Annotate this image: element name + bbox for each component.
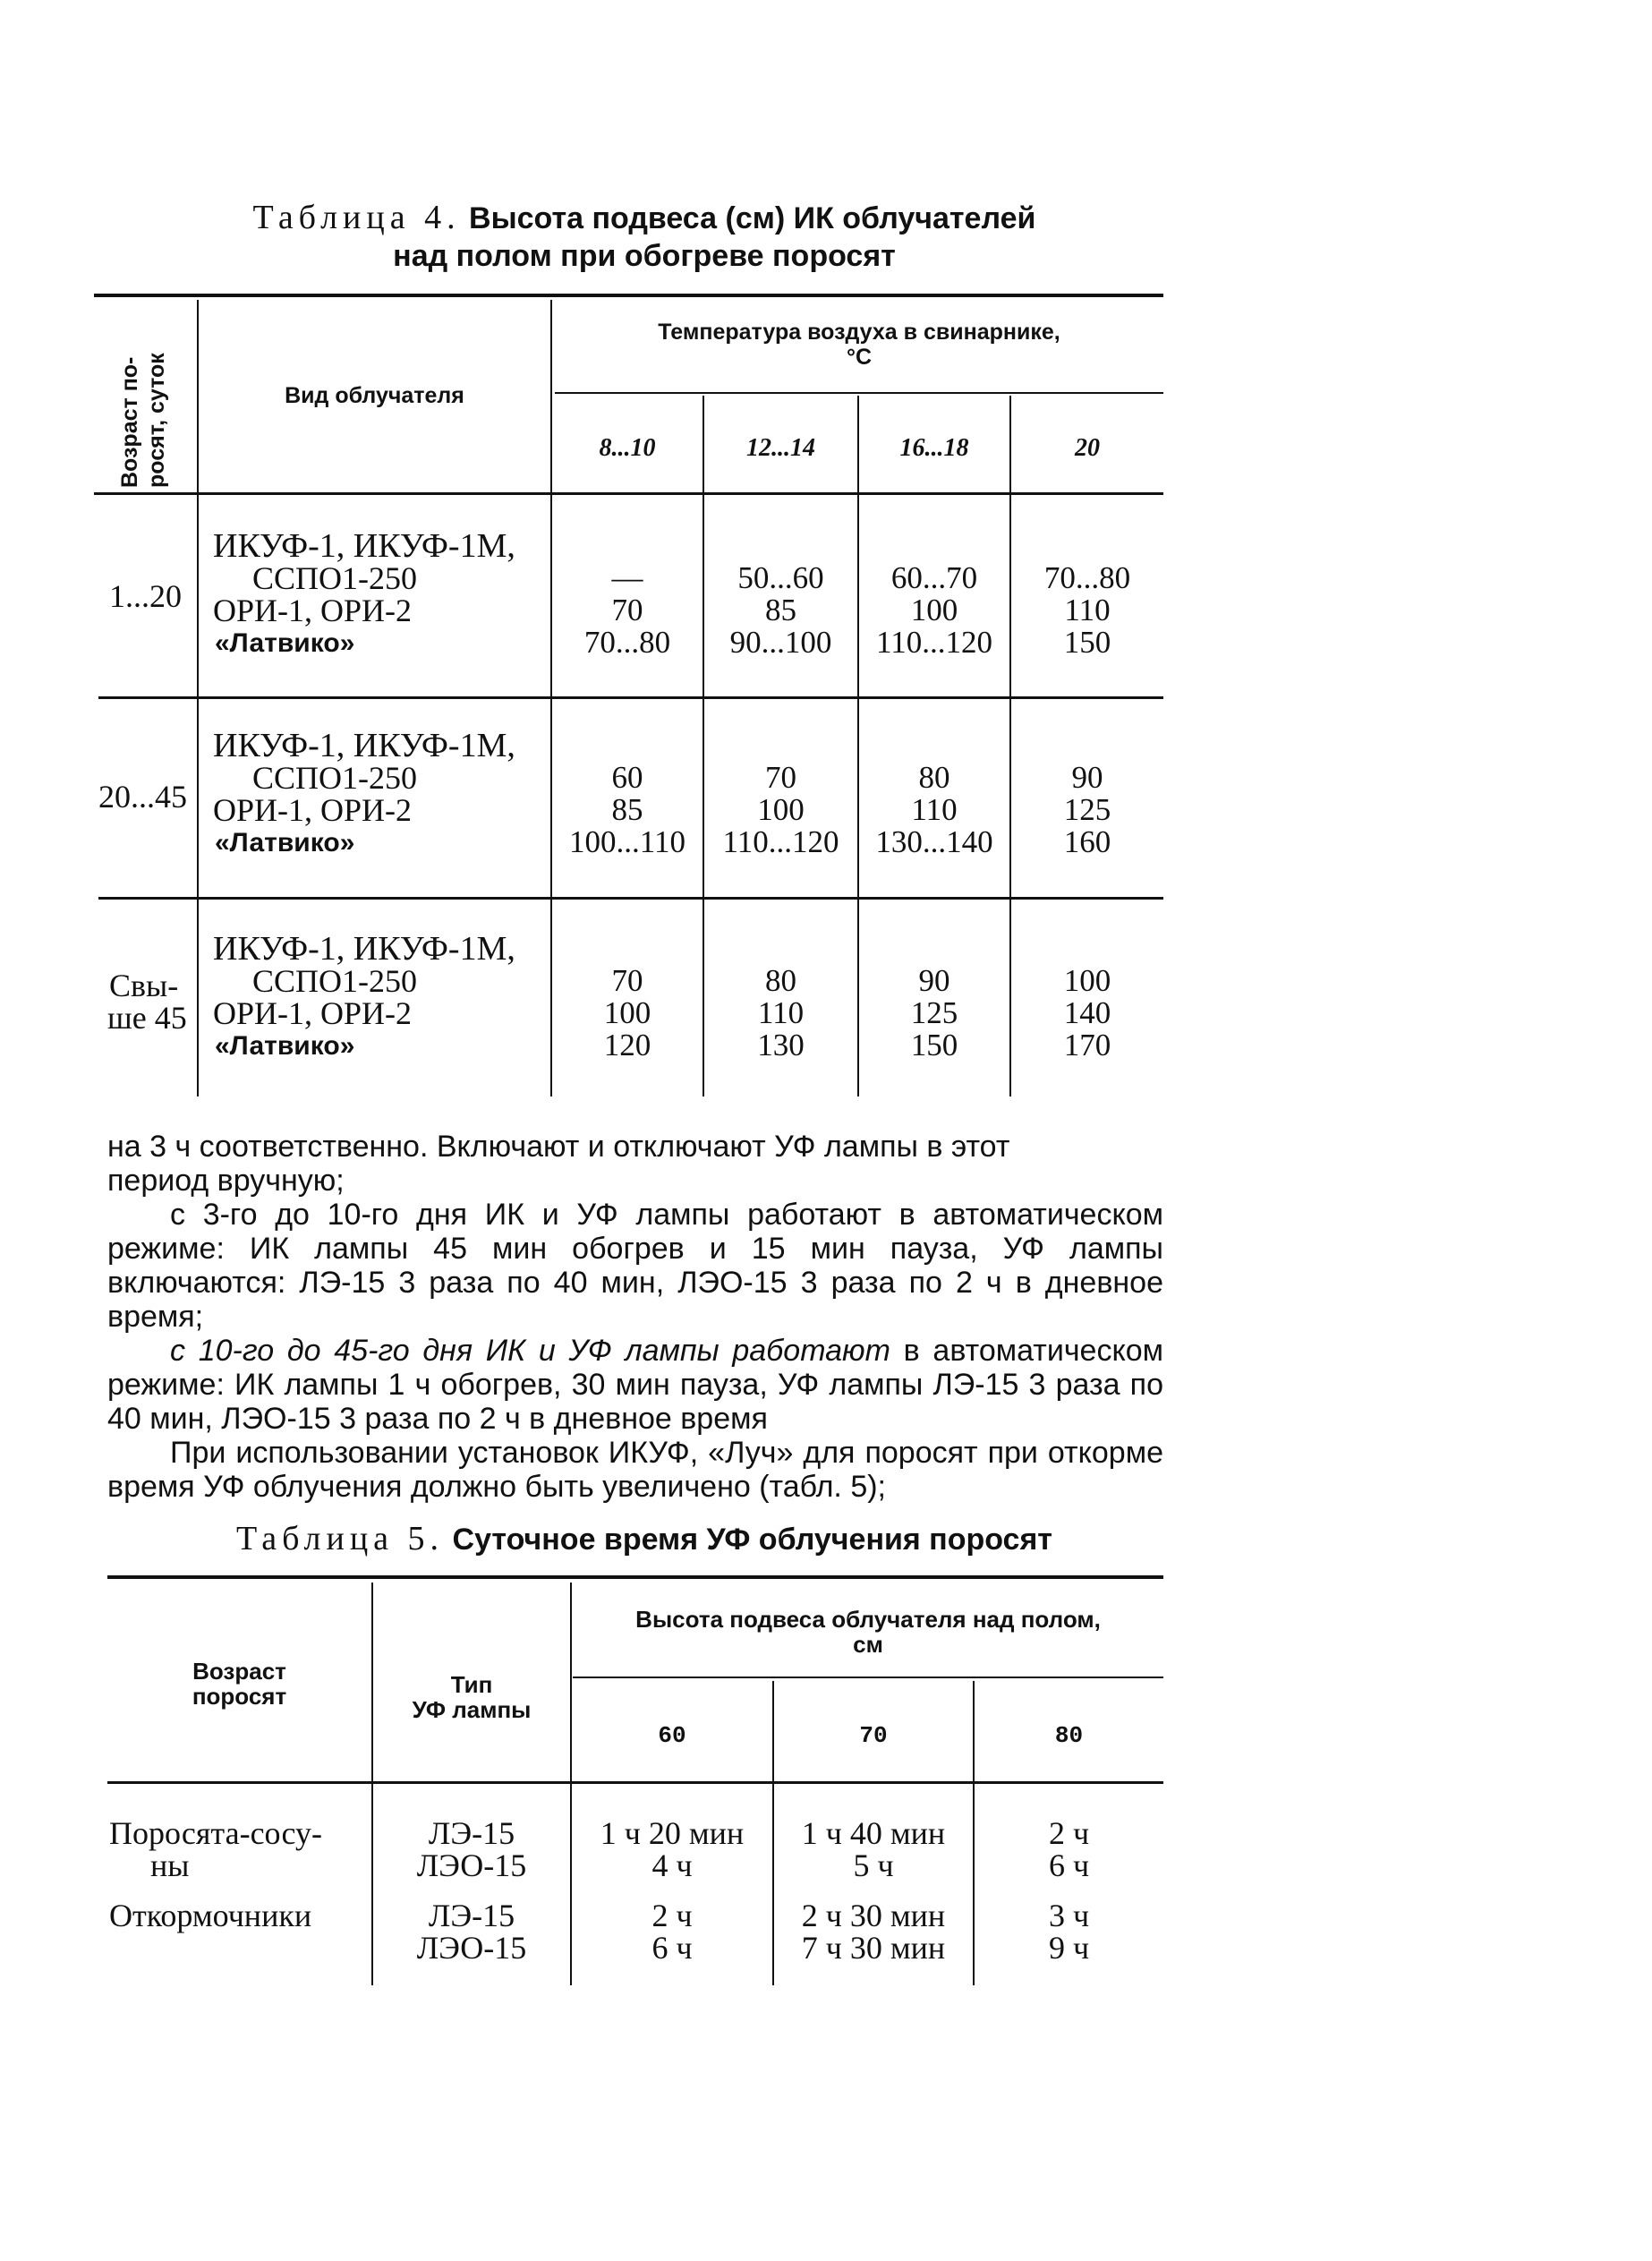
table4-g1-name-2: ССПО1-250 <box>252 560 418 596</box>
table4-col-temp-line2: °С <box>846 345 873 370</box>
table4-temp-4: 20 <box>1075 434 1100 462</box>
table5-col-height-header <box>573 1607 1163 1657</box>
table4-caption <box>215 199 1074 275</box>
table5-col-type-header <box>373 1672 570 1722</box>
table4-g3-c2-2: 110 <box>757 995 805 1030</box>
table5-col-age-line1: Возраст <box>192 1658 286 1685</box>
table4-g1-name-1: ИКУФ-1, ИКУФ-1М, <box>213 527 515 565</box>
table5-row1-v80: 2 ч <box>1048 1815 1090 1851</box>
table5-col-type-line1: Тип <box>450 1671 493 1698</box>
table4-g1-age: 1...20 <box>109 578 182 614</box>
table4-g2-c4-2: 125 <box>1063 792 1111 827</box>
table4-vline-age <box>197 300 199 1096</box>
paragraph-1-line1: на 3 ч соответственно. Включают и отключают УФ лампы в этот <box>107 1130 1010 1164</box>
table5-row4-v80: 9 ч <box>1048 1930 1090 1966</box>
table4-g2-c1-2: 85 <box>611 792 643 827</box>
table4-g1-c2-2: 85 <box>765 593 796 627</box>
table4-g3-c1-2: 100 <box>603 995 651 1030</box>
table5-height-60: 60 <box>658 1722 686 1749</box>
table5-row1-v70: 1 ч 40 мин <box>801 1815 946 1851</box>
table4-g3-c3-3: 150 <box>910 1028 958 1062</box>
table4-g3-name-3: ОРИ-1, ОРИ-2 <box>213 995 413 1031</box>
table4-g3-c4-2: 140 <box>1063 995 1111 1030</box>
table5-col-age-line2: поросят <box>192 1683 287 1710</box>
body-text <box>107 1130 1163 1504</box>
table4-col-age-line1: Возраст по- <box>117 356 142 488</box>
table4-temp-3: 16...18 <box>899 434 969 462</box>
table4-g2-c4-1: 90 <box>1071 760 1103 795</box>
table4-col-age-header <box>116 353 170 488</box>
table5-row3-v80: 3 ч <box>1048 1898 1090 1933</box>
table4-g3-c3-2: 125 <box>910 995 958 1030</box>
table4-title-line1: Высота подвеса (см) ИК облучателей <box>469 201 1036 235</box>
table4-g3-name-4: «Латвико» <box>215 1031 355 1061</box>
table5-col-type-line2: УФ лампы <box>412 1696 532 1723</box>
table4-g2-c1-3: 100...110 <box>569 824 685 859</box>
table4-group1-rule <box>98 696 1163 699</box>
paragraph-1-line2: период вручную; <box>107 1164 345 1198</box>
table4-g1-c2-3: 90...100 <box>729 625 832 660</box>
table4-header-bottom-rule <box>94 492 1163 495</box>
table5-height-70: 70 <box>859 1722 888 1749</box>
table4-g2-name-3: ОРИ-1, ОРИ-2 <box>213 792 413 828</box>
table5-row3-v60: 2 ч <box>651 1898 693 1933</box>
table4-g2-age: 20...45 <box>98 779 187 815</box>
table5-col-height-line2: см <box>853 1631 883 1658</box>
table4-g1-c3-2: 100 <box>910 593 958 627</box>
table5-height-rule <box>573 1677 1163 1678</box>
table4-temp-rule <box>555 392 1163 394</box>
table4-g1-c3-3: 110...120 <box>876 625 992 660</box>
table4-top-rule <box>94 294 1163 297</box>
table4-g3-c2-1: 80 <box>765 963 796 998</box>
table4-temp-2: 12...14 <box>746 434 815 462</box>
table4-g2-name-4: «Латвико» <box>215 828 355 857</box>
table5-row2-v70: 5 ч <box>853 1847 894 1883</box>
table4-g3-c3-1: 90 <box>918 963 950 998</box>
table5-row2-lamp: ЛЭО-15 <box>416 1847 527 1883</box>
table4-g2-c3-3: 130...140 <box>875 824 993 859</box>
table4-g2-c2-1: 70 <box>765 760 796 795</box>
table4-g3-c1-1: 70 <box>611 963 643 998</box>
table5-title: Суточное время УФ облучения поросят <box>452 1523 1052 1557</box>
table4-g2-c2-2: 100 <box>757 792 805 827</box>
table4-g2-c3-1: 80 <box>918 760 950 795</box>
table5-row1-age-1: Поросята-сосу- <box>109 1815 322 1851</box>
paragraph-3-italic: с 10-го до 45-го дня ИК и УФ лампы работают <box>170 1334 890 1368</box>
table4-col-temp-line1: Температура воздуха в свинарнике, <box>658 320 1060 345</box>
table4-label: Таблица 4. <box>252 199 461 236</box>
table5-row1-lamp: ЛЭ-15 <box>428 1815 515 1851</box>
table5-row3-age: Откормочники <box>109 1898 312 1933</box>
table4-g2-c4-3: 160 <box>1063 824 1111 859</box>
table4-g3-age-2: ше 45 <box>107 1000 187 1036</box>
table5-row4-v60: 6 ч <box>651 1930 693 1966</box>
table4-g3-c1-3: 120 <box>603 1028 651 1062</box>
table5-col-height-line1: Высота подвеса облучателя над полом, <box>635 1606 1101 1633</box>
paragraph-2: с 3-го до 10-го дня ИК и УФ лампы работают в автоматическом режиме: ИК лампы 45 мин обогрев и 15 мин пауза, УФ лампы включаются: ЛЭ-15 3 раза по 40 мин, ЛЭО-15 3 раза по 2 ч в дневное время; <box>107 1198 1163 1334</box>
table5-row2-v60: 4 ч <box>651 1847 693 1883</box>
table4-col-temp-header <box>555 320 1163 370</box>
table5-header-bottom-rule <box>107 1781 1163 1784</box>
table4-g3-name-1: ИКУФ-1, ИКУФ-1М, <box>213 930 515 968</box>
table5-row1-age-2: ны <box>150 1847 190 1883</box>
table4-g3-c2-3: 130 <box>757 1028 805 1062</box>
table5-row4-v70: 7 ч 30 мин <box>801 1930 946 1966</box>
table4-g2-name-1: ИКУФ-1, ИКУФ-1М, <box>213 727 515 764</box>
table4-g1-c4-2: 110 <box>1064 593 1111 627</box>
table4-g1-c1-3: 70...80 <box>583 625 671 660</box>
table5-row3-v70: 2 ч 30 мин <box>801 1898 946 1933</box>
paragraph-3-rest: в автоматическом режиме: ИК лампы 1 ч обогрев, 30 мин пауза, УФ лампы ЛЭ-15 3 раза по 40 мин, ЛЭО-15 3 раза по 2 ч в дневное время <box>107 1334 1163 1436</box>
table4-group2-rule <box>98 897 1163 900</box>
table4-g3-age-1: Свы- <box>109 968 179 1003</box>
table4-g1-c3-1: 60...70 <box>890 560 978 595</box>
table5-col-age-header <box>107 1659 371 1709</box>
table4-g3-c4-3: 170 <box>1063 1028 1111 1062</box>
table4-title-line2: над полом при обогреве поросят <box>393 239 896 273</box>
table5-height-80: 80 <box>1054 1722 1084 1749</box>
table5-label: Таблица 5. <box>236 1520 445 1557</box>
table4-g1-name-4: «Латвико» <box>215 628 355 658</box>
table5-row1-v60: 1 ч 20 мин <box>600 1815 745 1851</box>
table5-top-rule <box>107 1575 1163 1579</box>
table4-g1-c4-3: 150 <box>1063 625 1111 660</box>
table4-g1-c1-2: 70 <box>611 593 643 627</box>
table4-g3-name-2: ССПО1-250 <box>252 963 418 999</box>
table4-g2-name-2: ССПО1-250 <box>252 760 418 796</box>
table5-row3-lamp: ЛЭ-15 <box>428 1898 515 1933</box>
table5-caption <box>179 1520 1110 1558</box>
table4-g3-c4-1: 100 <box>1063 963 1111 998</box>
table5-row4-lamp: ЛЭО-15 <box>416 1930 527 1966</box>
table4-g2-c1-1: 60 <box>611 760 643 795</box>
table4-g1-c2-1: 50...60 <box>737 560 824 595</box>
paragraph-4: При использовании установок ИКУФ, «Луч» для поросят при откорме время УФ облучения должно быть увеличено (табл. 5); <box>107 1436 1163 1504</box>
paragraph-3 <box>107 1334 1163 1436</box>
table4-g1-c1-1: — <box>611 560 643 595</box>
table4-col-type-header: Вид облучателя <box>285 383 464 408</box>
table4-temp-1: 8...10 <box>599 434 656 462</box>
table4-g2-c2-3: 110...120 <box>722 824 839 859</box>
table4-col-age-line2: росят, суток <box>144 353 169 488</box>
table5-row2-v80: 6 ч <box>1048 1847 1090 1883</box>
table4-g1-name-3: ОРИ-1, ОРИ-2 <box>213 593 413 628</box>
table4-g2-c3-2: 110 <box>911 792 958 827</box>
table4-g1-c4-1: 70...80 <box>1043 560 1131 595</box>
